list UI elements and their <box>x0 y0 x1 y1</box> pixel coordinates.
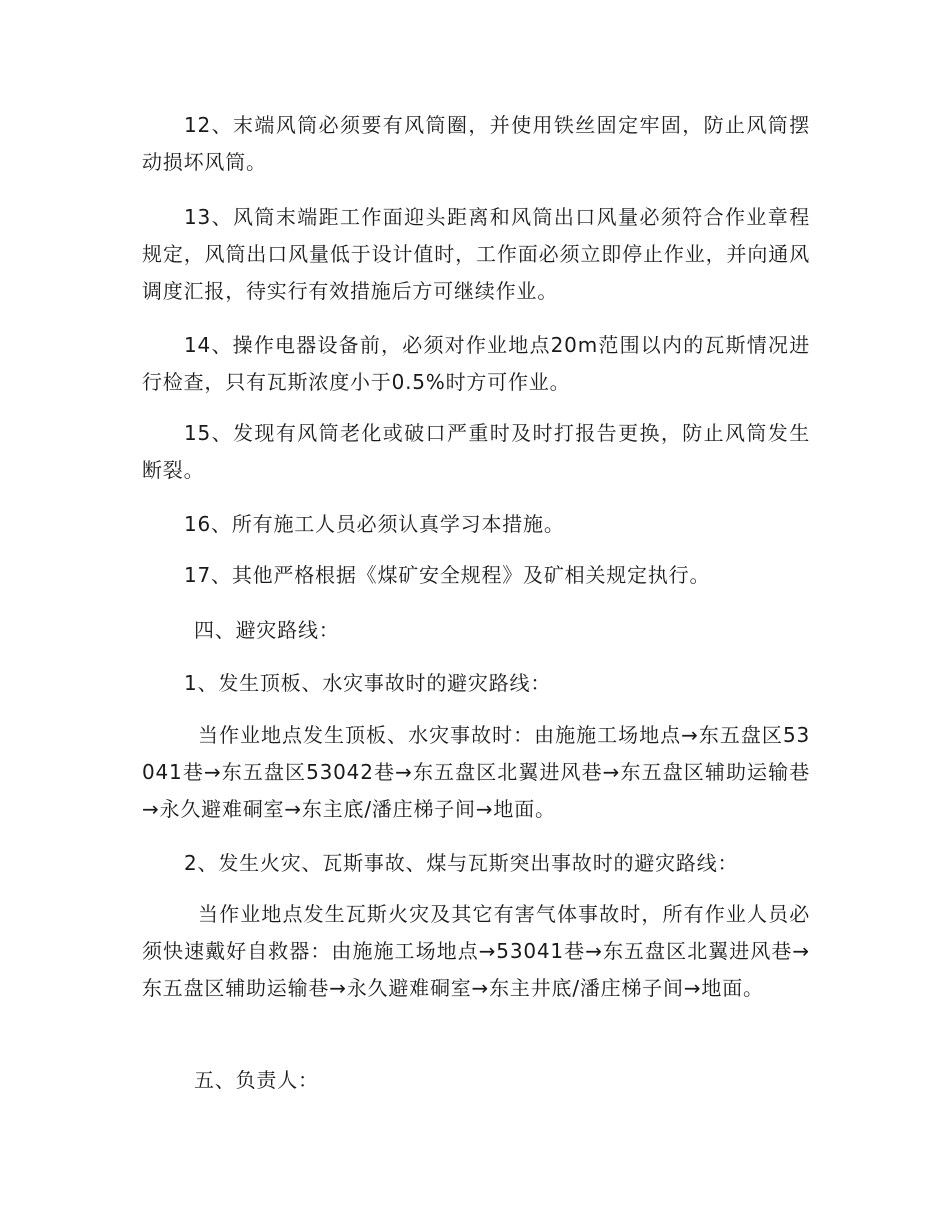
paragraph-roof-flood-route: 当作业地点发生顶板、水灾事故时：由施施工场地点→东五盘区53041巷→东五盘区53042巷→东五盘区北翼进风巷→东五盘区辅助运输巷→永久避难硐室→东主底/潘庄梯子间→地面。 <box>142 723 810 821</box>
paragraph-item-13: 13、风筒末端距工作面迎头距离和风筒出口风量必须符合作业章程规定，风筒出口风量低于设计值时，工作面必须立即停止作业，并向通风调度汇报，待实行有效措施后方可继续作业。 <box>142 205 810 303</box>
section-heading-evacuation-routes: 四、避灾路线： <box>194 618 340 642</box>
paragraph-item-17: 17、其他严格根据《煤矿安全规程》及矿相关规定执行。 <box>184 563 711 587</box>
paragraph-item-14: 14、操作电器设备前，必须对作业地点20m范围以内的瓦斯情况进行检查，只有瓦斯浓度小于0.5%时方可作业。 <box>142 333 810 394</box>
paragraph-item-12: 12、末端风筒必须要有风筒圈，并使用铁丝固定牢固，防止风筒摆动损坏风筒。 <box>142 113 810 174</box>
paragraph-item-15: 15、发现有风筒老化或破口严重时及时打报告更换，防止风筒发生断裂。 <box>142 421 810 482</box>
subheading-fire-gas-route: 2、发生火灾、瓦斯事故、煤与瓦斯突出事故时的避灾路线： <box>184 851 739 875</box>
paragraph-item-16: 16、所有施工人员必须认真学习本措施。 <box>184 512 565 536</box>
section-heading-responsible-person: 五、负责人： <box>194 1068 319 1092</box>
subheading-roof-flood-route: 1、发生顶板、水灾事故时的避灾路线： <box>184 671 552 695</box>
paragraph-fire-gas-route: 当作业地点发生瓦斯火灾及其它有害气体事故时，所有作业人员必须快速戴好自救器：由施施工场地点→53041巷→东五盘区北翼进风巷→东五盘区辅助运输巷→永久避难硐室→东主井底/潘庄梯子间→地面。 <box>142 902 810 1000</box>
